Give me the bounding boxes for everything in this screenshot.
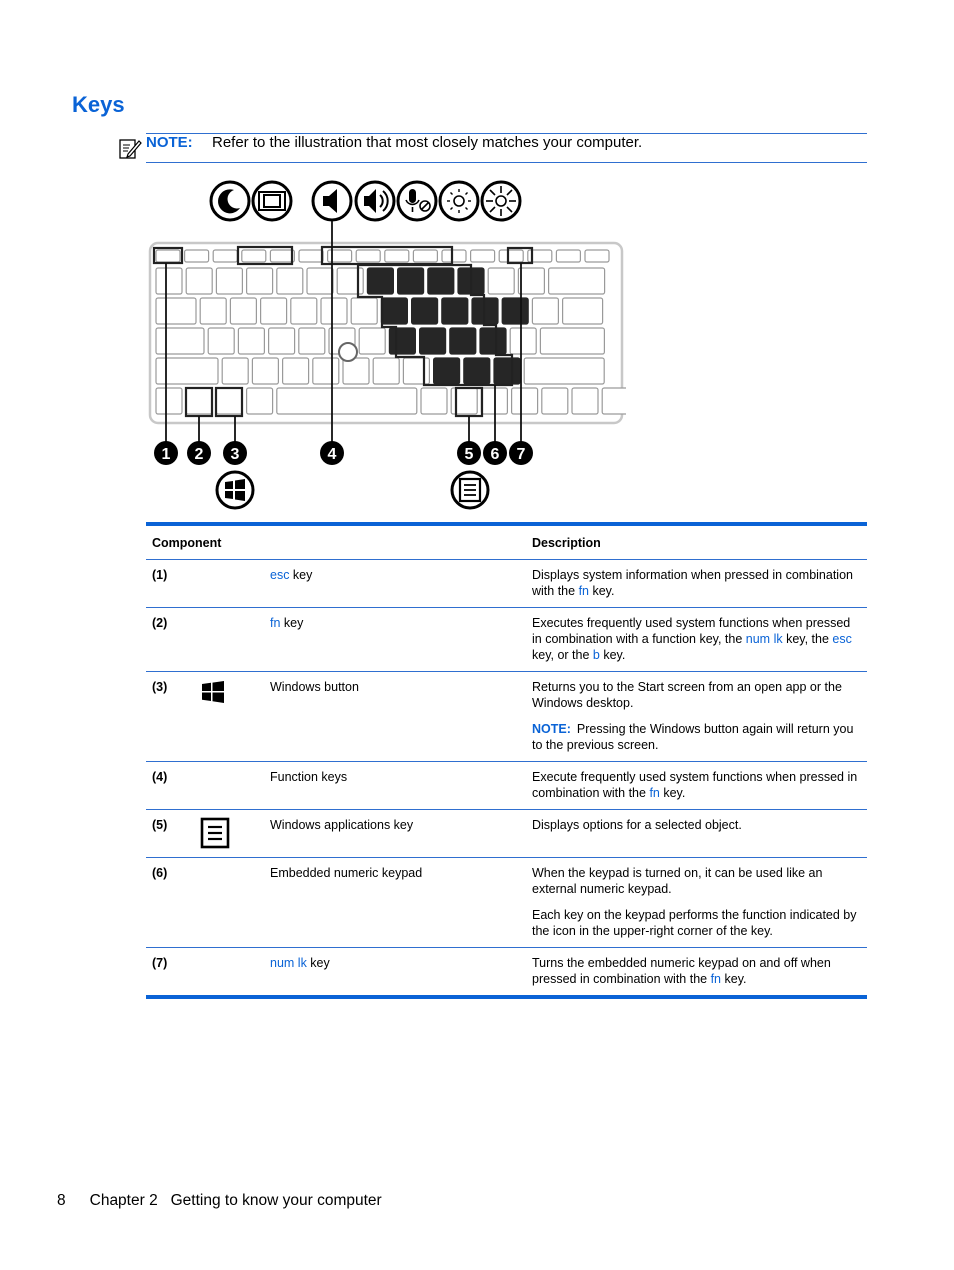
key-name-link: b: [592, 648, 600, 662]
keyboard-keys: [156, 250, 626, 414]
keyboard-key: [252, 358, 278, 384]
description-text: key.: [599, 648, 626, 662]
component-name: [264, 762, 526, 810]
keyboard-key: [216, 388, 242, 414]
table-row: [146, 948, 867, 998]
description-paragraph: [532, 907, 861, 939]
component-description: [526, 810, 867, 858]
component-name-text: Windows button: [270, 680, 359, 694]
table-row: [146, 560, 867, 608]
keyboard-key: [540, 328, 604, 354]
keyboard-key: [299, 328, 325, 354]
table-row: [146, 858, 867, 948]
description-text: Pressing the Windows button again will return you to the previous screen.: [532, 722, 854, 752]
volume-icon: [356, 182, 394, 220]
component-description: [526, 608, 867, 672]
keyboard-key: [156, 298, 196, 324]
component-description: [526, 858, 867, 948]
keyboard-key: [549, 268, 605, 294]
keyboard-key: [337, 268, 363, 294]
keypad-key: [398, 268, 424, 294]
keyboard-key: [572, 388, 598, 414]
description-paragraph: [532, 865, 861, 897]
row-icon-cell: [194, 560, 264, 608]
row-number: (2): [146, 608, 194, 672]
row-number: (7): [146, 948, 194, 998]
pointing-stick: [339, 343, 357, 361]
row-number: (1): [146, 560, 194, 608]
note-text: Refer to the illustration that most closely matches your computer.: [212, 134, 643, 151]
keyboard-key: [307, 268, 333, 294]
key-name-link: esc: [832, 632, 852, 646]
row-number: (4): [146, 762, 194, 810]
component-name: [264, 810, 526, 858]
keyboard-key: [230, 298, 256, 324]
component-name-text: Embedded numeric keypad: [270, 866, 423, 880]
key-name-link: fn: [578, 584, 589, 598]
keypad-key: [442, 298, 468, 324]
description-text: Executes frequently used system functions when pressed in combination with a function key, the: [532, 616, 851, 646]
component-name: [264, 948, 526, 998]
callout-6: [483, 441, 507, 465]
keyboard-key: [321, 298, 347, 324]
keypad-key: [494, 358, 520, 384]
keyboard-key: [156, 328, 204, 354]
row-icon-cell: [194, 810, 264, 858]
component-name-text: key: [280, 616, 304, 630]
keyboard-key: [373, 358, 399, 384]
keyboard-key: [563, 298, 603, 324]
keyboard-key: [524, 358, 604, 384]
svg-text:3: 3: [230, 446, 240, 463]
note-box: [146, 133, 867, 163]
keyboard-key: [359, 328, 385, 354]
keyboard-key: [542, 388, 568, 414]
key-name-link: num lk: [270, 956, 307, 970]
callout-7: [509, 441, 533, 465]
keyboard-key: [222, 358, 248, 384]
sleep-icon: [211, 182, 249, 220]
keyboard-key: [413, 250, 437, 262]
keyboard-key: [471, 250, 495, 262]
description-paragraph: [532, 567, 861, 599]
row-number: (5): [146, 810, 194, 858]
note-label: NOTE:: [146, 134, 193, 151]
keypad-key: [434, 358, 460, 384]
keyboard-key: [488, 268, 514, 294]
keyboard-key: [602, 388, 626, 414]
component-name: [264, 608, 526, 672]
keyboard-key: [185, 250, 209, 262]
note-icon: [118, 137, 142, 161]
keyboard-key: [213, 250, 237, 262]
component-header: Component: [146, 524, 526, 560]
svg-text:4: 4: [327, 446, 337, 463]
description-text: Execute frequently used system functions when pressed in combination with the: [532, 770, 858, 800]
keyboard-key: [242, 250, 266, 262]
keypad-key: [381, 298, 407, 324]
display-switch-icon: [253, 182, 291, 220]
keyboard-key: [156, 388, 182, 414]
svg-text:5: 5: [464, 446, 474, 463]
keyboard-key: [313, 358, 339, 384]
keypad-key: [428, 268, 454, 294]
description-text: key.: [721, 972, 747, 986]
callout-1: [154, 441, 178, 465]
table-row: [146, 762, 867, 810]
row-icon-cell: [194, 948, 264, 998]
description-text: Displays options for a selected object.: [532, 818, 742, 832]
key-name-link: fn: [270, 616, 281, 630]
description-text: Each key on the keypad performs the function indicated by the icon in the upper-right corner of the key.: [532, 908, 857, 938]
keyboard-key: [277, 268, 303, 294]
brightness-up-icon: [482, 182, 520, 220]
keyboard-key: [510, 328, 536, 354]
keyboard-key: [156, 250, 180, 262]
keyboard-key: [216, 268, 242, 294]
keyboard-key: [385, 250, 409, 262]
keyboard-key: [269, 328, 295, 354]
key-name-link: fn: [710, 972, 722, 986]
page-heading: Keys: [72, 92, 125, 117]
description-paragraph: [532, 769, 861, 801]
description-paragraph: [532, 955, 861, 987]
keyboard-key: [291, 298, 317, 324]
component-name: [264, 672, 526, 762]
component-name-text: key: [306, 956, 330, 970]
keyboard-key: [532, 298, 558, 324]
component-name-text: Windows applications key: [270, 818, 414, 832]
description-text: Turns the embedded numeric keypad on and off when pressed in combination with the: [532, 956, 831, 986]
description-paragraph: [532, 615, 861, 663]
keyboard-key: [442, 250, 466, 262]
row-number: (3): [146, 672, 194, 762]
callout-5: [457, 441, 481, 465]
keypad-key: [412, 298, 438, 324]
callout-4: [320, 441, 344, 465]
brightness-down-icon: [440, 182, 478, 220]
table-row: [146, 672, 867, 762]
component-name: [264, 858, 526, 948]
row-icon-cell: [194, 858, 264, 948]
key-name-link: esc: [270, 568, 290, 582]
keyboard-key: [421, 388, 447, 414]
description-text: key, the: [782, 632, 833, 646]
description-paragraph: [532, 679, 861, 711]
keyboard-key: [200, 298, 226, 324]
svg-text:6: 6: [490, 446, 500, 463]
component-name-text: Function keys: [270, 770, 348, 784]
keyboard-illustration: [146, 176, 626, 516]
keypad-key: [367, 268, 393, 294]
keypad-key: [420, 328, 446, 354]
mute-icon: [313, 182, 351, 220]
component-description: [526, 672, 867, 762]
keypad-key: [450, 328, 476, 354]
component-name-text: key: [289, 568, 313, 582]
keyboard-key: [156, 268, 182, 294]
applications-key-icon: [200, 817, 230, 849]
mic-mute-icon: [398, 182, 436, 220]
keyboard-key: [499, 250, 523, 262]
components-table: [146, 522, 867, 999]
keyboard-key: [270, 250, 294, 262]
keyboard-key: [186, 388, 212, 414]
svg-text:1: 1: [161, 446, 171, 463]
keyboard-key: [208, 328, 234, 354]
keypad-key: [502, 298, 528, 324]
description-header: Description: [526, 524, 867, 560]
description-paragraph: [532, 817, 861, 833]
keyboard-key: [512, 388, 538, 414]
table-header-row: [146, 524, 867, 560]
description-text: key.: [589, 584, 615, 598]
callout-3: [223, 441, 247, 465]
keypad-key: [389, 328, 415, 354]
description-text: Displays system information when pressed in combination with the: [532, 568, 853, 598]
chapter-title: Chapter 2 Getting to know your computer: [89, 1192, 382, 1209]
table-row: [146, 608, 867, 672]
keyboard-key: [283, 358, 309, 384]
description-text: key, or the: [532, 648, 593, 662]
description-text: When the keypad is turned on, it can be used like an external numeric keypad.: [532, 866, 823, 896]
callout-2: [187, 441, 211, 465]
component-name: [264, 560, 526, 608]
table-row: [146, 810, 867, 858]
keyboard-key: [238, 328, 264, 354]
page-footer: [57, 1192, 382, 1210]
row-icon-cell: [194, 608, 264, 672]
keyboard-key: [518, 268, 544, 294]
applications-key-icon: [452, 472, 488, 508]
windows-logo-icon: [200, 679, 226, 705]
component-description: [526, 560, 867, 608]
keyboard-key: [247, 268, 273, 294]
keyboard-key: [247, 388, 273, 414]
keyboard-key: [556, 250, 580, 262]
keypad-key: [464, 358, 490, 384]
keypad-key: [480, 328, 506, 354]
component-description: [526, 948, 867, 998]
key-name-link: fn: [649, 786, 660, 800]
keyboard-key: [261, 298, 287, 324]
keyboard-key: [403, 358, 429, 384]
keyboard-key: [186, 268, 212, 294]
keyboard-key: [356, 250, 380, 262]
windows-logo-icon: [217, 472, 253, 508]
description-paragraph: [532, 721, 861, 753]
inline-note-label: NOTE:: [532, 722, 571, 736]
page-number: 8: [57, 1192, 66, 1209]
keyboard-key: [351, 298, 377, 324]
keyboard-key: [277, 388, 417, 414]
key-name-link: num lk: [745, 632, 783, 646]
keyboard-key: [585, 250, 609, 262]
row-number: (6): [146, 858, 194, 948]
keyboard-key: [299, 250, 323, 262]
svg-text:2: 2: [194, 446, 204, 463]
svg-text:7: 7: [516, 446, 526, 463]
row-icon-cell: [194, 672, 264, 762]
row-icon-cell: [194, 762, 264, 810]
description-text: Returns you to the Start screen from an open app or the Windows desktop.: [532, 680, 842, 710]
description-text: key.: [659, 786, 686, 800]
component-description: [526, 762, 867, 810]
